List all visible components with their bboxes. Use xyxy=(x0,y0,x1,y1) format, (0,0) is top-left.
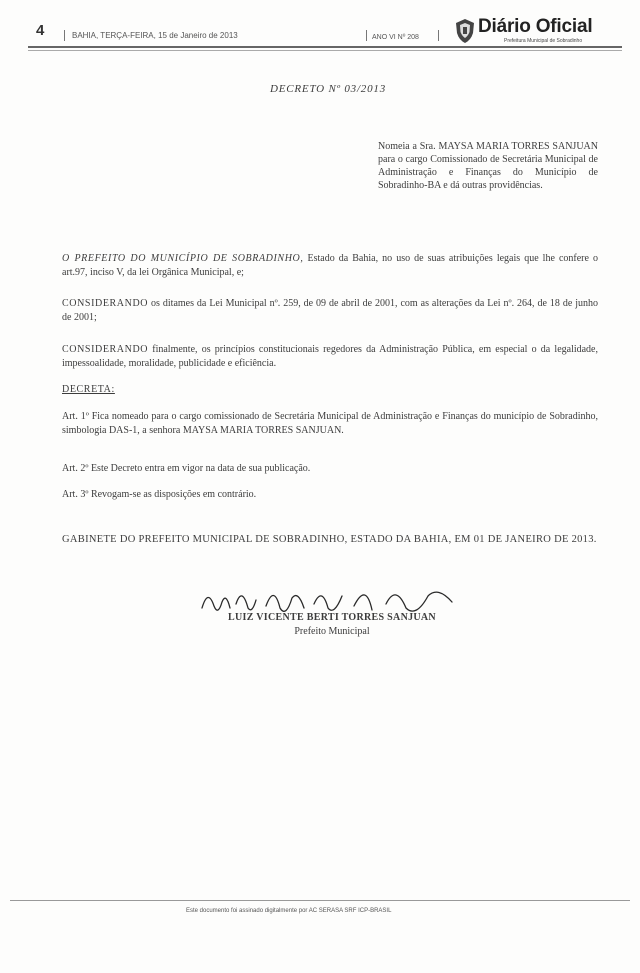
signer-role: Prefeito Municipal xyxy=(294,626,370,637)
page-number: 4 xyxy=(36,22,45,39)
header-date: BAHIA, TERÇA-FEIRA, 15 de Janeiro de 2013 xyxy=(72,31,238,40)
logo-title: Diário Oficial xyxy=(478,16,593,37)
footer-rule xyxy=(10,900,630,901)
header-separator xyxy=(64,30,65,41)
logo-subtitle: Prefeitura Municipal de Sobradinho xyxy=(504,38,583,44)
article-1-prefix: Art. 1º xyxy=(62,411,89,422)
article-1-text: Fica nomeado para o cargo comissionado de Secretária Municipal de Administração e Finanças do município de Sobradinho, simbologia DAS-1, a senhora MAYSA MARIA TORRES SANJUAN. xyxy=(62,411,598,436)
signoff-paragraph: GABINETE DO PREFEITO MUNICIPAL DE SOBRADINHO, ESTADO DA BAHIA, EM 01 DE JANEIRO DE 2013. xyxy=(62,534,597,545)
considerando-paragraph xyxy=(62,297,598,325)
intro-paragraph xyxy=(62,252,598,280)
article-2-prefix: Art. 2º xyxy=(62,463,89,474)
article-3-prefix: Art. 3º xyxy=(62,489,89,500)
article-2-text: Este Decreto entra em vigor na data de sua publicação. xyxy=(88,463,311,474)
article-2 xyxy=(62,462,598,476)
decreta-label: DECRETA: xyxy=(62,384,115,395)
decree-summary: Nomeia a Sra. MAYSA MARIA TORRES SANJUAN para o cargo Comissionado de Secretária Municipal de Administração e Finanças do Município de Sobradinho-BA e dá outras providências. xyxy=(378,141,598,191)
decreta-heading xyxy=(62,383,598,397)
header-separator xyxy=(438,30,439,41)
footer-note: Este documento foi assinado digitalmente por AC SERASA SRF ICP-BRASIL xyxy=(186,908,392,914)
considerando-label: CONSIDERANDO xyxy=(62,298,149,309)
decree-title: DECRETO Nº 03/2013 xyxy=(270,83,387,95)
considerando-text: os ditames da Lei Municipal nº. 259, de 09 de abril de 2001, com as alterações da Lei nº. 264, de 18 de junho de 2001; xyxy=(62,298,598,323)
header-edition: ANO VI Nº 208 xyxy=(372,34,419,41)
header-rule-thin xyxy=(28,50,622,51)
header-rule xyxy=(28,46,622,48)
considerando-text: finalmente, os princípios constitucionais regedores da Administração Pública, em especial o da legalidade, impessoalidade, moralidade, publicidade e eficiência. xyxy=(62,344,598,369)
considerando-label: CONSIDERANDO xyxy=(62,344,149,355)
considerando-paragraph xyxy=(62,343,598,371)
article-3-text: Revogam-se as disposições em contrário. xyxy=(88,489,257,500)
intro-text: Estado da Bahia, no uso de suas atribuições legais que lhe confere o art.97, inciso V, da lei Orgânica Municipal, e; xyxy=(62,253,598,278)
page-header xyxy=(28,16,628,54)
header-separator xyxy=(366,30,367,41)
municipal-crest-icon xyxy=(454,18,476,44)
diario-oficial-logo xyxy=(454,18,634,54)
article-1 xyxy=(62,410,598,438)
signer-name: LUIZ VICENTE BERTI TORRES SANJUAN xyxy=(228,612,436,623)
article-3 xyxy=(62,488,598,502)
intro-prefix: O PREFEITO DO MUNICÍPIO DE SOBRADINHO, xyxy=(62,253,304,264)
